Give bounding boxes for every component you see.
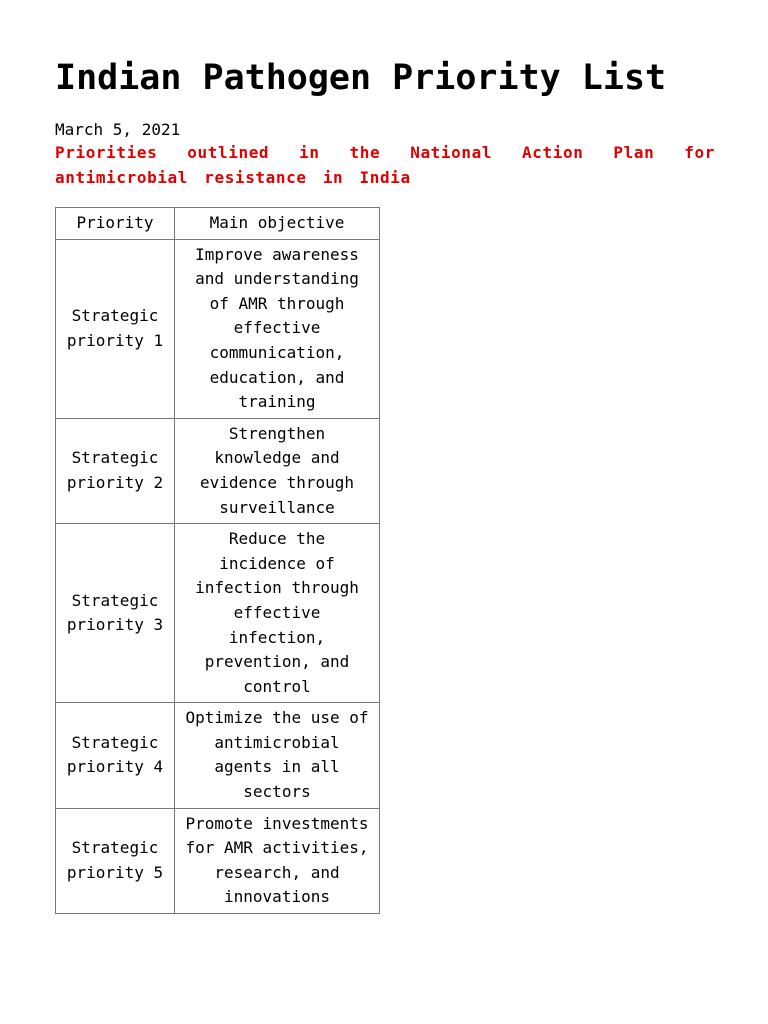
table-row bbox=[56, 524, 380, 703]
page-title: Indian Pathogen Priority List bbox=[55, 58, 667, 98]
page-subtitle: Priorities outlined in the National Action Plan for antimicrobial resistance in India bbox=[55, 143, 715, 187]
table-row bbox=[56, 239, 380, 418]
objective-cell: Reduce the incidence of infection through effective infection, prevention, and control bbox=[175, 524, 380, 703]
objective-cell: Optimize the use of antimicrobial agents in all sectors bbox=[175, 703, 380, 808]
priority-cell: Strategic priority 2 bbox=[56, 418, 175, 523]
priority-cell: Strategic priority 1 bbox=[56, 239, 175, 418]
table-row bbox=[56, 703, 380, 808]
objective-cell: Improve awareness and understanding of AMR through effective communication, education, and training bbox=[175, 239, 380, 418]
priority-cell: Strategic priority 4 bbox=[56, 703, 175, 808]
priorities-table bbox=[55, 207, 380, 914]
priority-cell: Strategic priority 3 bbox=[56, 524, 175, 703]
header-main-objective: Main objective bbox=[175, 208, 380, 240]
objective-cell: Promote investments for AMR activities, research, and innovations bbox=[175, 808, 380, 913]
table-row bbox=[56, 418, 380, 523]
objective-cell: Strengthen knowledge and evidence through surveillance bbox=[175, 418, 380, 523]
table-header-row bbox=[56, 208, 380, 240]
header-priority: Priority bbox=[56, 208, 175, 240]
publish-date: March 5, 2021 bbox=[55, 120, 181, 139]
table-row bbox=[56, 808, 380, 913]
priority-cell: Strategic priority 5 bbox=[56, 808, 175, 913]
